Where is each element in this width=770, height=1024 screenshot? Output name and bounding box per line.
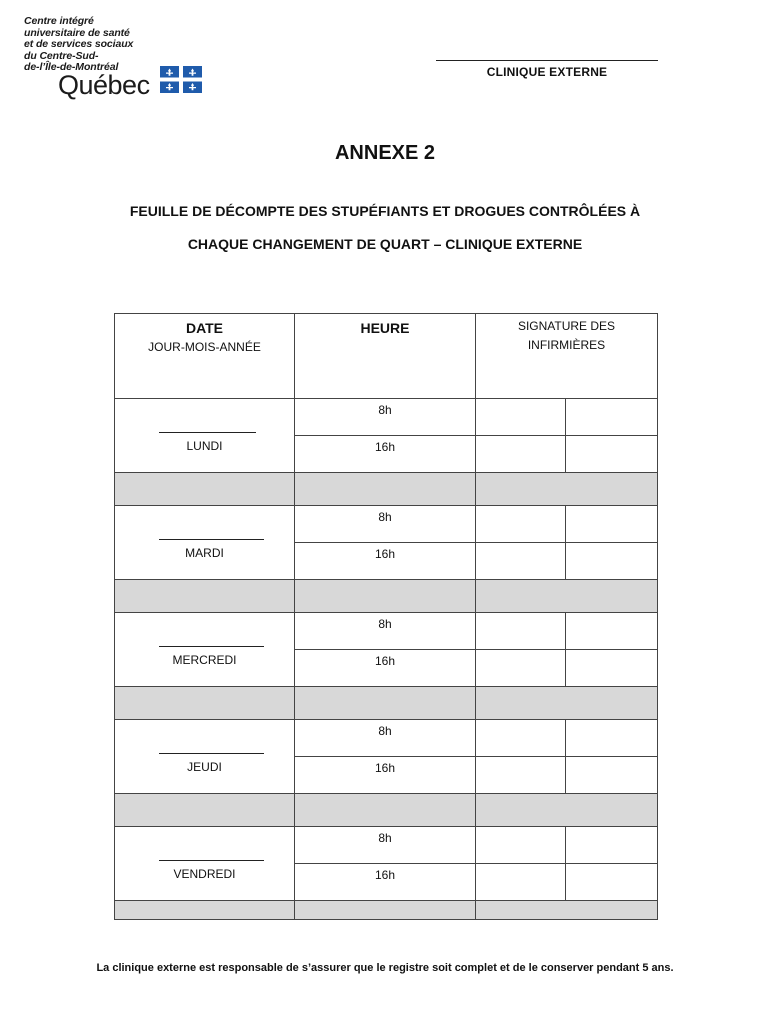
signature-cell-1[interactable] [476, 543, 566, 580]
signature-cell-2[interactable] [566, 399, 658, 436]
signature-cell-2[interactable] [566, 864, 658, 901]
day-cell-jeudi [115, 720, 295, 794]
form-title-line-1: FEUILLE DE DÉCOMPTE DES STUPÉFIANTS ET DROGUES CONTRÔLÉES À [129, 203, 641, 219]
signature-cell-1[interactable] [476, 720, 566, 757]
time-cell: 16h [295, 864, 476, 901]
signature-cell-1[interactable] [476, 757, 566, 794]
time-cell: 16h [295, 650, 476, 687]
time-cell: 16h [295, 436, 476, 473]
signature-cell-2[interactable] [566, 757, 658, 794]
day-cell-mardi [115, 506, 295, 580]
date-blank[interactable] [159, 539, 264, 540]
day-label: JEUDI [187, 760, 222, 774]
day-label: LUNDI [186, 439, 223, 453]
logo-line: Centre intégré [24, 15, 94, 27]
signature-cell-1[interactable] [476, 436, 566, 473]
count-sheet-table [114, 313, 658, 920]
form-title-line-2: CHAQUE CHANGEMENT DE QUART – CLINIQUE EXTERNE [187, 236, 583, 252]
logo-line: et de services sociaux [24, 38, 134, 50]
time-cell: 8h [295, 720, 476, 757]
logo-line: de-l’Île-de-Montréal [24, 61, 119, 73]
date-blank[interactable] [159, 646, 264, 647]
header-signature-line-1: SIGNATURE DES [517, 319, 616, 333]
signature-cell-2[interactable] [566, 720, 658, 757]
date-blank[interactable] [159, 860, 264, 861]
time-cell: 8h [295, 506, 476, 543]
annex-title: ANNEXE 2 [334, 142, 436, 164]
day-label: MERCREDI [172, 653, 237, 667]
separator-row [115, 473, 658, 506]
table-row [115, 827, 658, 864]
day-cell-vendredi [115, 827, 295, 901]
clinic-name-blank[interactable] [436, 60, 658, 61]
time-cell: 8h [295, 613, 476, 650]
separator-row [115, 901, 658, 920]
signature-cell-2[interactable] [566, 436, 658, 473]
logo-line: du Centre-Sud- [24, 49, 99, 62]
table-row [115, 613, 658, 650]
logo-wordmark: Québec [58, 70, 150, 100]
signature-cell-2[interactable] [566, 650, 658, 687]
header-date [115, 314, 295, 399]
signature-cell-1[interactable] [476, 864, 566, 901]
signature-cell-2[interactable] [566, 827, 658, 864]
header-date-format: JOUR-MOIS-ANNÉE [148, 340, 261, 354]
table-row [115, 720, 658, 757]
date-blank[interactable] [159, 432, 256, 433]
footer-note: La clinique externe est responsable de s’assurer que le registre soit complet et de le conserver pendant 5 ans. [96, 962, 674, 974]
separator-row [115, 687, 658, 720]
day-cell-mercredi [115, 613, 295, 687]
signature-cell-2[interactable] [566, 506, 658, 543]
time-cell: 16h [295, 757, 476, 794]
signature-cell-1[interactable] [476, 613, 566, 650]
signature-cell-2[interactable] [566, 543, 658, 580]
signature-cell-1[interactable] [476, 399, 566, 436]
separator-row [115, 580, 658, 613]
signature-cell-1[interactable] [476, 506, 566, 543]
header-date-label: DATE [185, 320, 224, 336]
clinic-label: CLINIQUE EXTERNE [486, 65, 608, 79]
header-heure: HEURE [295, 314, 476, 399]
organization-logo [24, 16, 214, 100]
day-label: VENDREDI [173, 867, 236, 881]
separator-row [115, 794, 658, 827]
time-cell: 16h [295, 543, 476, 580]
day-label: MARDI [185, 546, 224, 560]
header-signature-line-2: INFIRMIÈRES [527, 338, 606, 352]
date-blank[interactable] [159, 753, 264, 754]
table-header-row [115, 314, 658, 399]
signature-cell-1[interactable] [476, 650, 566, 687]
time-cell: 8h [295, 399, 476, 436]
quebec-flag-icon [160, 66, 202, 93]
header-signature [476, 314, 658, 399]
table-row [115, 399, 658, 436]
signature-cell-1[interactable] [476, 827, 566, 864]
time-cell: 8h [295, 827, 476, 864]
signature-cell-2[interactable] [566, 613, 658, 650]
logo-line: universitaire de santé [24, 26, 130, 39]
table-row [115, 506, 658, 543]
logo-text [24, 16, 214, 74]
day-cell-lundi [115, 399, 295, 473]
